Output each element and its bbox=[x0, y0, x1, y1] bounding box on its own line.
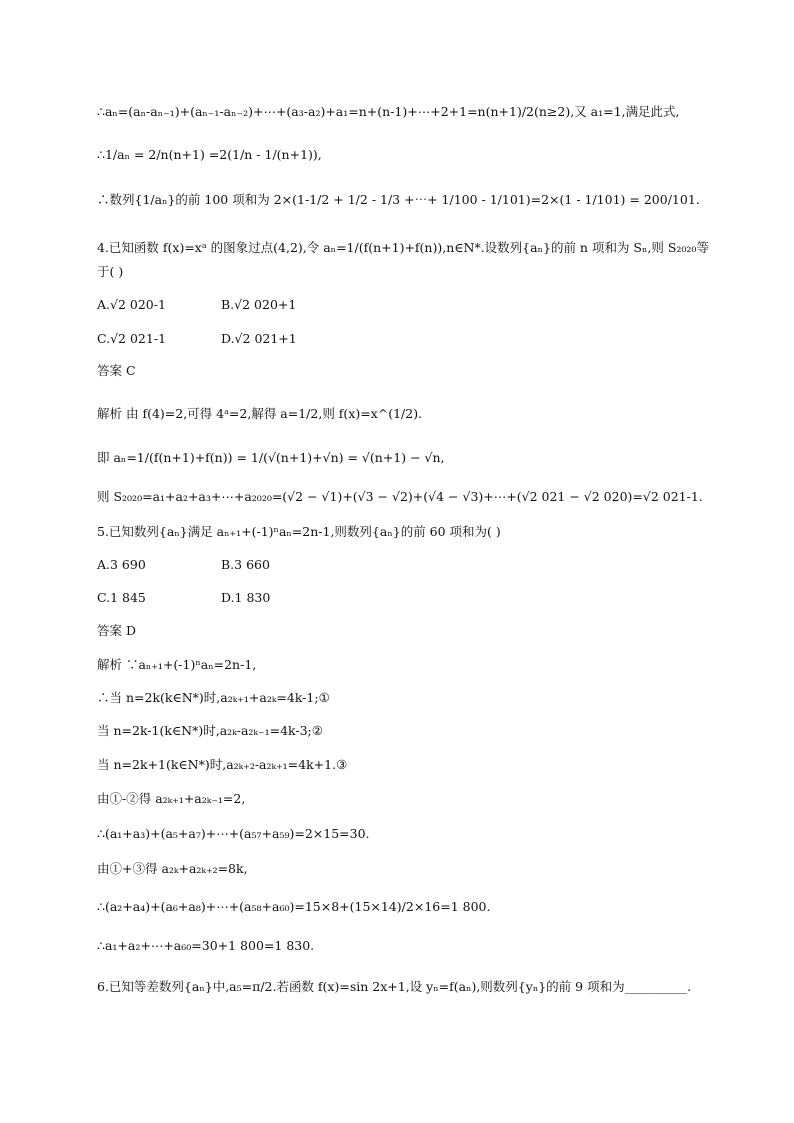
q4-option-a: A.√2 020-1 bbox=[97, 297, 166, 312]
line-l1: ∴aₙ=(aₙ-aₙ₋₁)+(aₙ₋₁-aₙ₋₂)+⋯+(a₃-a₂)+a₁=n+(n-1)+⋯+2+1=n(n+1)/2(n≥2),又 a₁=1,满足此式, bbox=[97, 104, 680, 119]
q5-option-b: B.3 660 bbox=[221, 557, 270, 572]
q5-analysis-3: 当 n=2k-1(k∈N*)时,a₂ₖ-a₂ₖ₋₁=4k-3;② bbox=[97, 723, 323, 738]
q4-option-c: C.√2 021-1 bbox=[97, 331, 167, 346]
q5-option-c: C.1 845 bbox=[97, 590, 146, 605]
q5-analysis-6: ∴(a₁+a₃)+(a₅+a₇)+⋯+(a₅₇+a₅₉)=2×15=30. bbox=[97, 826, 370, 841]
q5-analysis-2: ∴当 n=2k(k∈N*)时,a₂ₖ₊₁+a₂ₖ=4k-1;① bbox=[97, 690, 330, 705]
q4-option-b: B.√2 020+1 bbox=[221, 297, 297, 312]
q5-option-a: A.3 690 bbox=[97, 557, 146, 572]
q4-answer: 答案 C bbox=[97, 363, 136, 378]
q5-answer: 答案 D bbox=[97, 623, 136, 638]
q4-analysis-3: 则 S₂₀₂₀=a₁+a₂+a₃+⋯+a₂₀₂₀=(√2 − √1)+(√3 − √2)+(√4 − √3)+⋯+(√2 021 − √2 020)=√2 021-1. bbox=[97, 489, 703, 504]
q5-analysis-8: ∴(a₂+a₄)+(a₆+a₈)+⋯+(a₅₈+a₆₀)=15×8+(15×14)/2×16=1 800. bbox=[97, 899, 491, 914]
question-5-stem: 5.已知数列{aₙ}满足 aₙ₊₁+(-1)ⁿaₙ=2n-1,则数列{aₙ}的前 60 项和为( ) bbox=[97, 524, 501, 539]
line-l2: ∴1/aₙ = 2/n(n+1) =2(1/n - 1/(n+1)), bbox=[97, 147, 322, 162]
q5-analysis-7: 由①+③得 a₂ₖ+a₂ₖ₊₂=8k, bbox=[97, 861, 248, 876]
question-4-stem: 4.已知函数 f(x)=xᵃ 的图象过点(4,2),令 aₙ=1/(f(n+1)+f(n)),n∈N*.设数列{aₙ}的前 n 项和为 Sₙ,则 S₂₀₂₀等 bbox=[97, 240, 709, 255]
q5-option-d: D.1 830 bbox=[221, 590, 271, 605]
q4-analysis-2: 即 aₙ=1/(f(n+1)+f(n)) = 1/(√(n+1)+√n) = √(n+1) − √n, bbox=[97, 450, 445, 465]
question-6-stem: 6.已知等差数列{aₙ}中,a₅=π/2.若函数 f(x)=sin 2x+1,设 yₙ=f(aₙ),则数列{yₙ}的前 9 项和为__________. bbox=[97, 979, 692, 994]
line-l3: ∴数列{1/aₙ}的前 100 项和为 2×(1-1/2 + 1/2 - 1/3 +⋯+ 1/100 - 1/101)=2×(1 - 1/101) = 200/101. bbox=[97, 192, 700, 207]
q5-analysis-5: 由①-②得 a₂ₖ₊₁+a₂ₖ₋₁=2, bbox=[97, 791, 246, 806]
q5-analysis-9: ∴a₁+a₂+⋯+a₆₀=30+1 800=1 830. bbox=[97, 938, 315, 953]
q5-analysis-1: 解析 ∵aₙ₊₁+(-1)ⁿaₙ=2n-1, bbox=[97, 657, 257, 672]
q5-analysis-4: 当 n=2k+1(k∈N*)时,a₂ₖ₊₂-a₂ₖ₊₁=4k+1.③ bbox=[97, 757, 348, 772]
q4-option-d: D.√2 021+1 bbox=[221, 331, 297, 346]
q4-analysis-1: 解析 由 f(4)=2,可得 4ᵃ=2,解得 a=1/2,则 f(x)=x^(1/2). bbox=[97, 406, 423, 421]
question-4-stem-cont: 于( ) bbox=[97, 264, 124, 279]
